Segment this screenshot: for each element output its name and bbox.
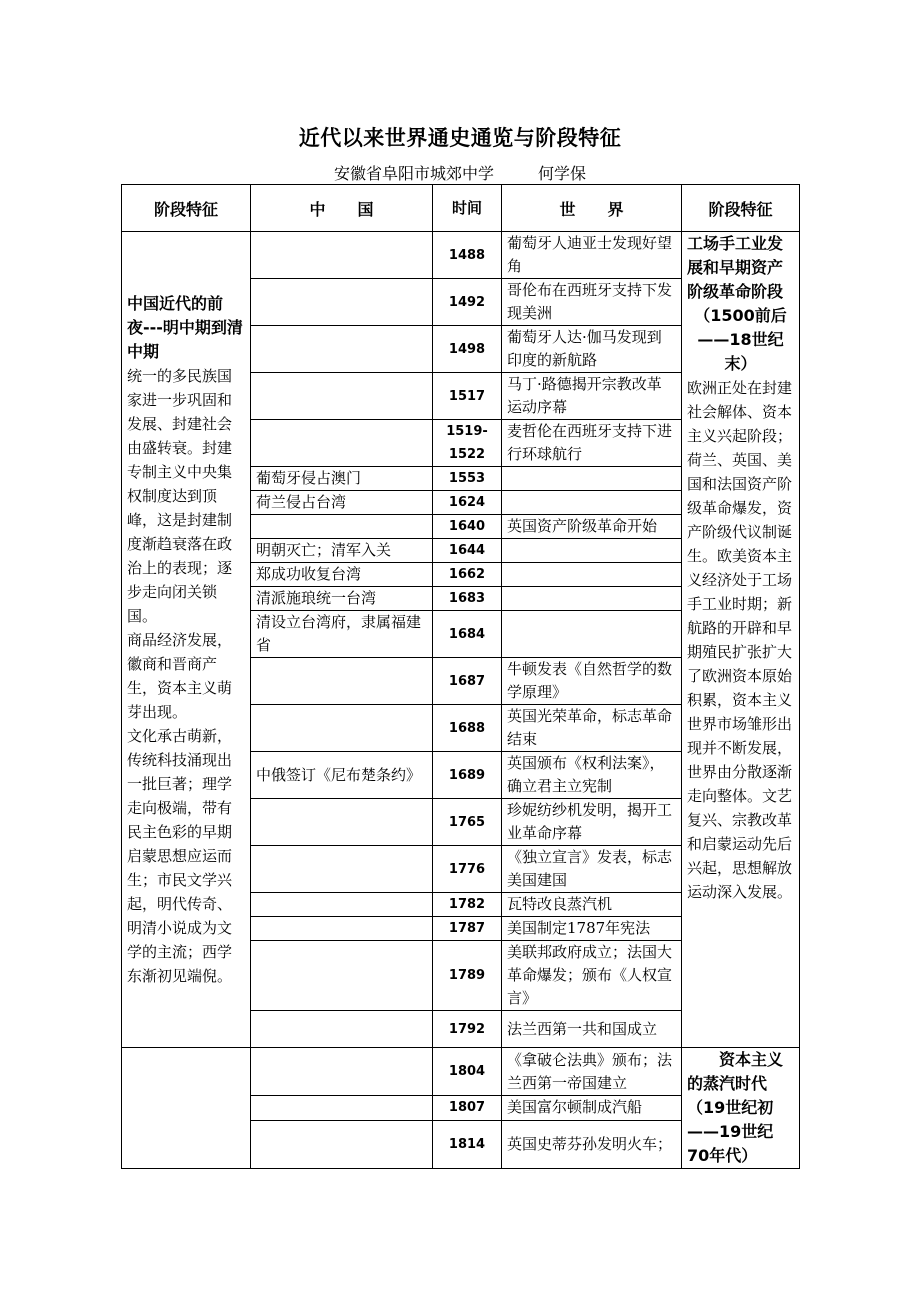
left-stage-empty-cell [122,1048,251,1169]
world-event: 法兰西第一共和国成立 [502,1011,682,1048]
school-name: 安徽省阜阳市城郊中学 [333,164,494,183]
world-event: 英国光荣革命，标志革命结束 [502,705,682,752]
china-event [251,515,433,539]
header-china: 中 国 [251,185,433,232]
world-event: 马丁·路德揭开宗教改革运动序幕 [502,373,682,420]
year: 1553 [433,467,502,491]
right-stage-cell-1 [682,232,800,1048]
right-stage-period: （1500前后——18世纪末） [694,306,787,373]
china-event: 荷兰侵占台湾 [251,491,433,515]
world-event [502,491,682,515]
china-event [251,420,433,467]
china-event [251,326,433,373]
china-event [251,893,433,917]
left-stage-heading: 中国近代的前夜---明中期到清中期 [127,293,243,361]
year: 1776 [433,846,502,893]
china-event [251,799,433,846]
china-event: 中俄签订《尼布楚条约》 [251,752,433,799]
china-event [251,1048,433,1096]
china-event: 清设立台湾府，隶属福建省 [251,611,433,658]
year: 1662 [433,563,502,587]
year: 1488 [433,232,502,279]
header-time: 时间 [433,185,502,232]
year: 1517 [433,373,502,420]
header-world: 世 界 [502,185,682,232]
year: 1688 [433,705,502,752]
world-event: 麦哲伦在西班牙支持下进行环球航行 [502,420,682,467]
china-event [251,941,433,1011]
history-table [121,184,800,1169]
world-event: 英国颁布《权利法案》，确立君主立宪制 [502,752,682,799]
year: 1765 [433,799,502,846]
left-stage-paragraph: 统一的多民族国家进一步巩固和发展、封建社会由盛转衰。封建专制主义中央集权制度达到顶峰，这是封建制度渐趋衰落在政治上的表现；逐步走向闭关锁国。 [127,366,233,625]
year: 1782 [433,893,502,917]
world-event: 葡萄牙人迪亚士发现好望角 [502,232,682,279]
china-event [251,373,433,420]
world-event: 《拿破仑法典》颁布；法兰西第一帝国建立 [502,1048,682,1096]
china-event [251,279,433,326]
year: 1519-1522 [433,420,502,467]
china-event [251,1120,433,1168]
right-stage-heading: 工场手工业发展和早期资产阶级革命阶段 [687,234,784,301]
china-event [251,658,433,705]
year: 1792 [433,1011,502,1048]
page-title: 近代以来世界通史通览与阶段特征 [298,126,622,150]
china-event [251,846,433,893]
china-event: 葡萄牙侵占澳门 [251,467,433,491]
steam-age-heading: 资本主义的蒸汽时代（19世纪初——19世纪70年代） [687,1050,784,1165]
china-event [251,1096,433,1121]
year: 1789 [433,941,502,1011]
year: 1492 [433,279,502,326]
china-event [251,917,433,941]
left-stage-paragraph: 文化承古萌新，传统科技涌现出一批巨著；理学走向极端，带有民主色彩的早期启蒙思想应运而生；市民文学兴起，明代传奇、明清小说成为文学的主流；西学东渐初见端倪。 [127,726,233,985]
year: 1807 [433,1096,502,1121]
year: 1787 [433,917,502,941]
world-event [502,467,682,491]
year: 1814 [433,1120,502,1168]
year: 1804 [433,1048,502,1096]
subtitle [0,161,920,184]
header-stage-left: 阶段特征 [122,185,251,232]
left-stage-paragraph: 商品经济发展，徽商和晋商产生，资本主义萌芽出现。 [127,630,233,721]
year: 1498 [433,326,502,373]
table-body [122,232,800,1169]
header-stage-right: 阶段特征 [682,185,800,232]
world-event: 美联邦政府成立；法国大革命爆发；颁布《人权宣言》 [502,941,682,1011]
world-event [502,539,682,563]
world-event: 牛顿发表《自然哲学的数学原理》 [502,658,682,705]
author-name: 何学保 [538,164,587,183]
header-row [122,185,800,232]
year: 1644 [433,539,502,563]
world-event: 美国制定1787年宪法 [502,917,682,941]
china-event: 郑成功收复台湾 [251,563,433,587]
right-stage-description: 欧洲正处在封建社会解体、资本主义兴起阶段；荷兰、英国、美国和法国资产阶级革命爆发，资产阶级代议制诞生。欧美资本主义经济处于工场手工业时期；新航路的开辟和早期殖民扩张扩大了欧洲资本原始积累，资本主义世界市场雏形出现并不断发展，世界由分散逐渐走向整体。文艺复兴、宗教改革和启蒙运动先后兴起，思想解放运动深入发展。 [687,379,793,901]
world-event: 美国富尔顿制成汽船 [502,1096,682,1121]
right-stage-cell-2 [682,1048,800,1169]
year: 1624 [433,491,502,515]
china-event: 明朝灭亡；清军入关 [251,539,433,563]
table-row [122,1048,800,1096]
table-row [122,232,800,279]
china-event [251,705,433,752]
left-stage-cell [122,232,251,1048]
world-event [502,563,682,587]
world-event: 瓦特改良蒸汽机 [502,893,682,917]
china-event: 清派施琅统一台湾 [251,587,433,611]
world-event [502,611,682,658]
year: 1684 [433,611,502,658]
china-event [251,232,433,279]
world-event: 珍妮纺纱机发明，揭开工业革命序幕 [502,799,682,846]
world-event: 英国资产阶级革命开始 [502,515,682,539]
world-event [502,587,682,611]
year: 1640 [433,515,502,539]
year: 1687 [433,658,502,705]
china-event [251,1011,433,1048]
year: 1689 [433,752,502,799]
year: 1683 [433,587,502,611]
world-event: 英国史蒂芬孙发明火车； [502,1120,682,1168]
world-event: 葡萄牙人达·伽马发现到印度的新航路 [502,326,682,373]
world-event: 《独立宣言》发表，标志美国建国 [502,846,682,893]
world-event: 哥伦布在西班牙支持下发现美洲 [502,279,682,326]
